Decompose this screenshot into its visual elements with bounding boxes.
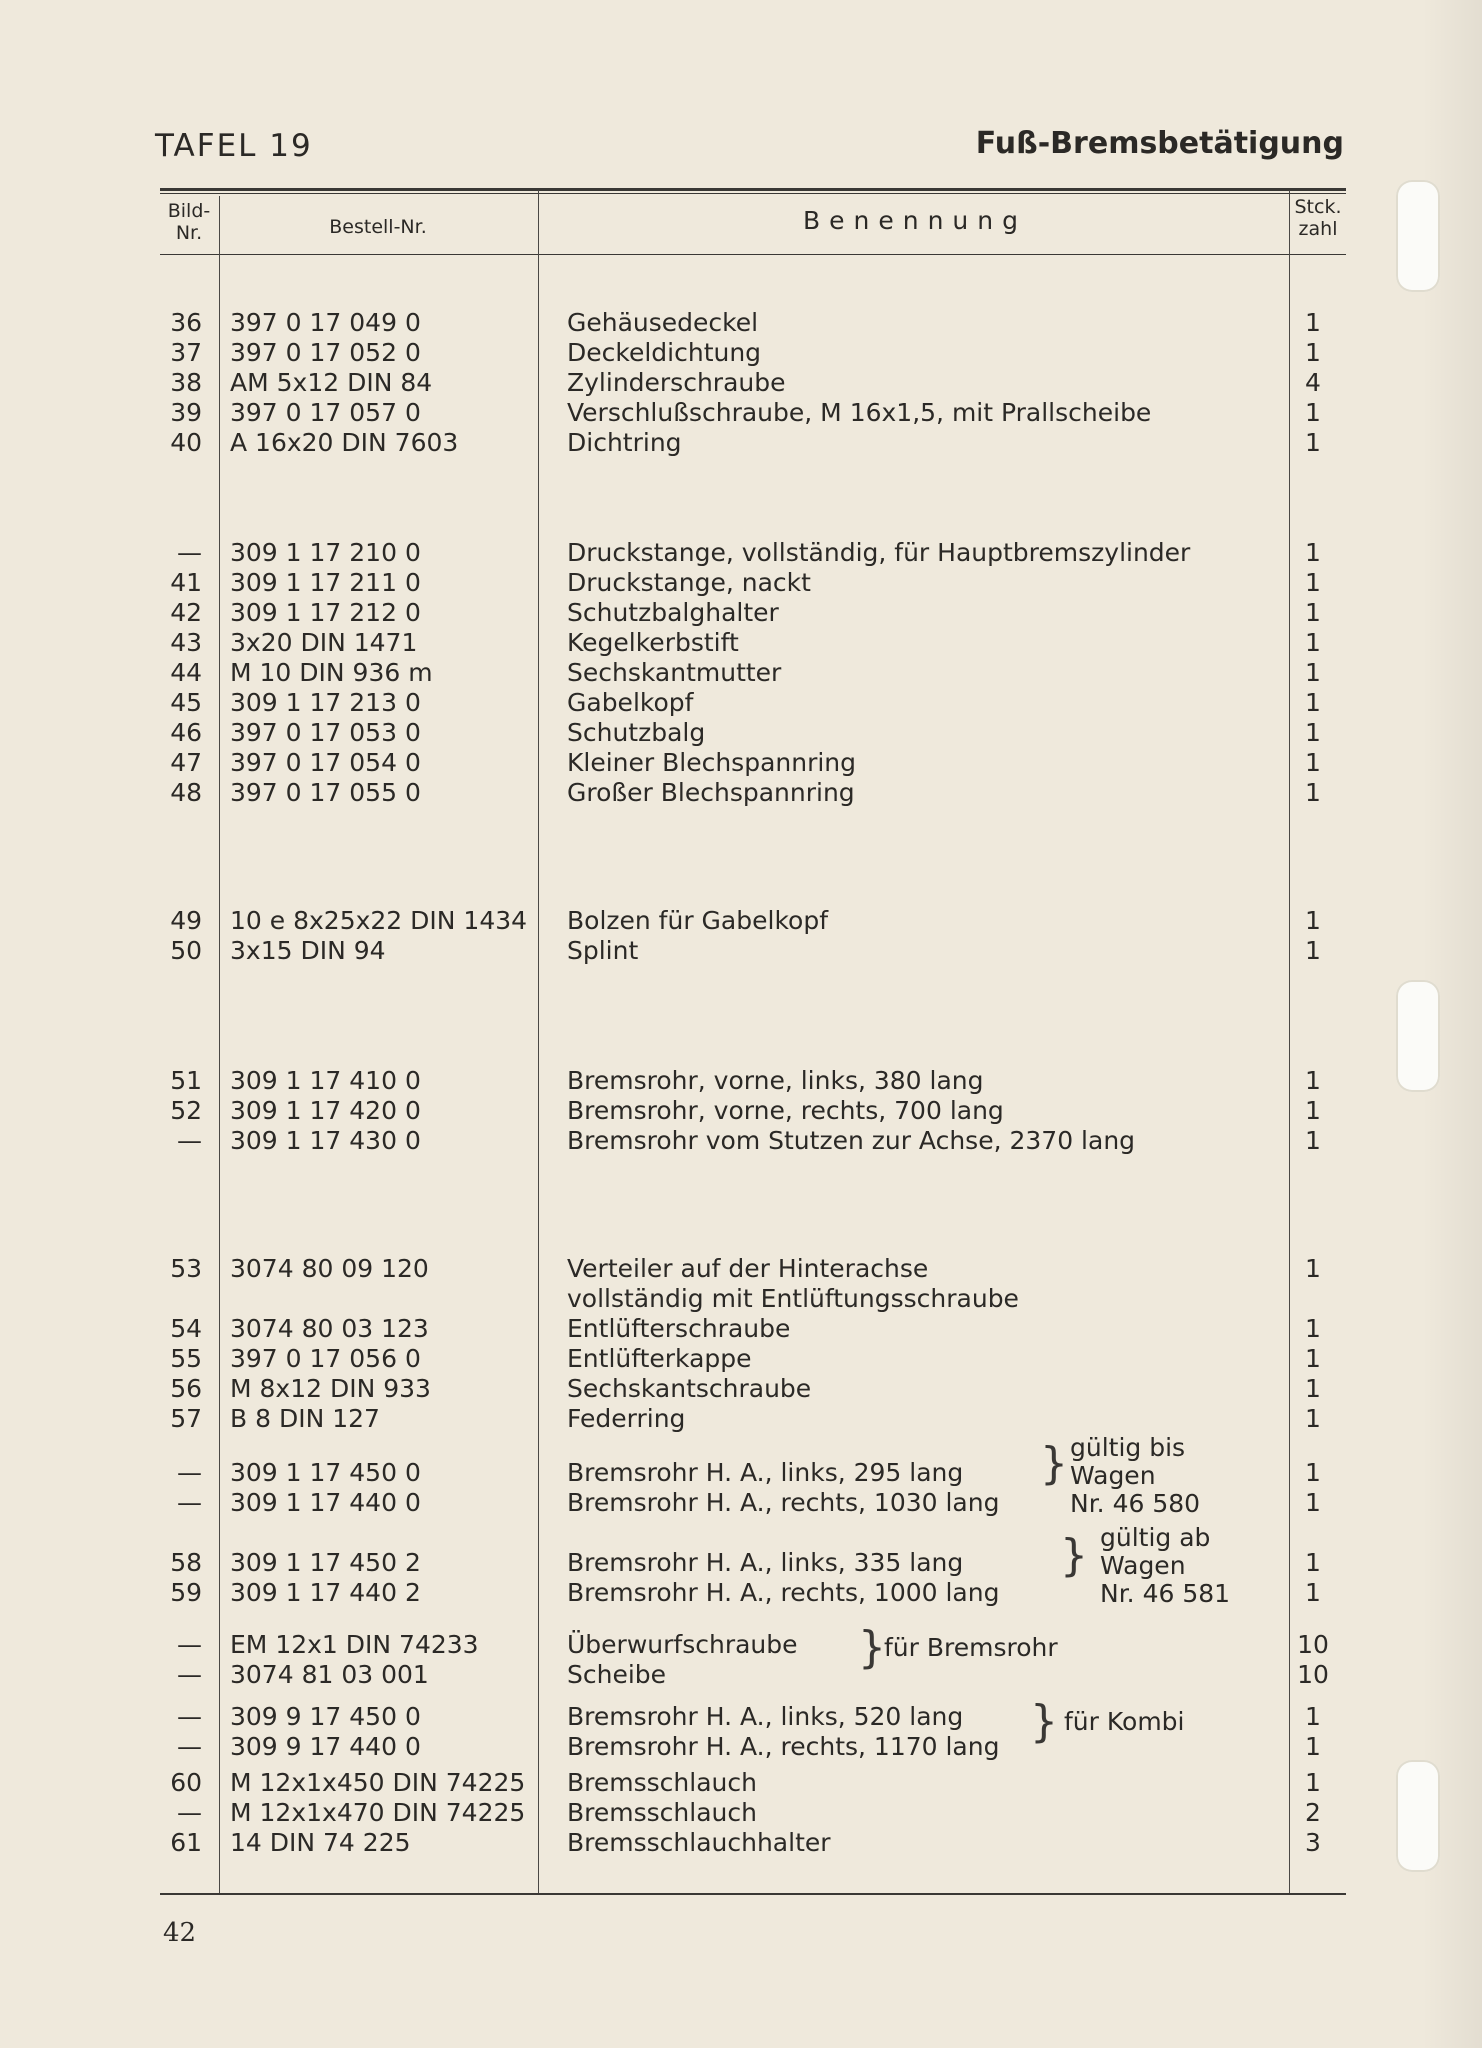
- row-bild-nr: —: [177, 538, 202, 567]
- row-stckzahl: 1: [1305, 628, 1321, 657]
- row-stckzahl: 1: [1305, 1126, 1321, 1155]
- row-benennung: Gehäusedeckel: [567, 308, 759, 337]
- row-bild-nr: 55: [170, 1344, 202, 1373]
- table-row: [0, 428, 1482, 458]
- row-bestell-nr: 309 1 17 420 0: [230, 1096, 421, 1125]
- table-row: [0, 1314, 1482, 1344]
- row-bild-nr: 46: [170, 718, 202, 747]
- row-bild-nr: —: [177, 1458, 202, 1487]
- row-bestell-nr: AM 5x12 DIN 84: [230, 368, 433, 397]
- note-fuer-kombi: für Kombi: [1064, 1707, 1185, 1736]
- row-stckzahl: 10: [1297, 1660, 1329, 1689]
- row-bestell-nr: 397 0 17 055 0: [230, 778, 421, 807]
- table-row: [0, 1374, 1482, 1404]
- row-benennung: Verschlußschraube, M 16x1,5, mit Prallscheibe: [567, 398, 1152, 427]
- row-bild-nr: 36: [170, 308, 202, 337]
- row-stckzahl: 1: [1305, 598, 1321, 627]
- row-benennung: Überwurfschraube: [567, 1630, 798, 1659]
- table-row: [0, 688, 1482, 718]
- table-row: [0, 1768, 1482, 1798]
- row-bestell-nr: 397 0 17 053 0: [230, 718, 421, 747]
- brace: }: [1030, 1696, 1058, 1747]
- row-stckzahl: 1: [1305, 1404, 1321, 1433]
- row-benennung: Gabelkopf: [567, 688, 694, 717]
- row-bestell-nr: 397 0 17 049 0: [230, 308, 421, 337]
- column-header-bestell-nr: Bestell-Nr.: [329, 216, 427, 238]
- note-line: gültig bis: [1070, 1433, 1186, 1462]
- note-line: Nr. 46 580: [1070, 1489, 1201, 1518]
- row-benennung: Dichtring: [567, 428, 682, 457]
- row-bestell-nr: 397 0 17 054 0: [230, 748, 421, 777]
- row-bild-nr: —: [177, 1126, 202, 1155]
- table-top-rule: [160, 188, 1346, 191]
- table-row: [0, 1404, 1482, 1434]
- row-benennung: Verteiler auf der Hinterachse: [567, 1254, 929, 1283]
- row-benennung: Bremsrohr H. A., links, 520 lang: [567, 1702, 964, 1731]
- column-header-benennung: Benennung: [802, 206, 1027, 235]
- row-stckzahl: 4: [1305, 368, 1321, 397]
- column-header-bild-line1: Bild-: [167, 200, 211, 222]
- row-benennung: Druckstange, nackt: [567, 568, 811, 597]
- note-fuer-bremsrohr: für Bremsrohr: [884, 1633, 1058, 1662]
- row-bestell-nr: M 12x1x470 DIN 74225: [230, 1798, 526, 1827]
- row-bild-nr: —: [177, 1630, 202, 1659]
- row-stckzahl: 10: [1297, 1630, 1329, 1659]
- punch-hole: [1396, 180, 1440, 292]
- row-bestell-nr: 397 0 17 056 0: [230, 1344, 421, 1373]
- row-stckzahl: 1: [1305, 1488, 1321, 1517]
- table-row: [0, 1578, 1482, 1608]
- row-bild-nr: 61: [170, 1828, 202, 1857]
- row-benennung: Schutzbalghalter: [567, 598, 779, 627]
- row-stckzahl: 1: [1305, 1548, 1321, 1577]
- page-title: TAFEL 19: [155, 128, 313, 164]
- row-bild-nr: 51: [170, 1066, 202, 1095]
- row-benennung: Zylinderschraube: [567, 368, 786, 397]
- row-bestell-nr: 309 1 17 430 0: [230, 1126, 421, 1155]
- table-row: [0, 1548, 1482, 1578]
- row-stckzahl: 1: [1305, 568, 1321, 597]
- table-row: [0, 598, 1482, 628]
- row-bild-nr: 48: [170, 778, 202, 807]
- row-benennung: Bremsrohr H. A., rechts, 1030 lang: [567, 1488, 1000, 1517]
- row-stckzahl: 1: [1305, 658, 1321, 687]
- row-bild-nr: —: [177, 1732, 202, 1761]
- table-row: [0, 1702, 1482, 1732]
- note-line: Nr. 46 581: [1100, 1579, 1231, 1608]
- table-row: [0, 778, 1482, 808]
- table-row: [0, 1344, 1482, 1374]
- row-stckzahl: 1: [1305, 1768, 1321, 1797]
- row-benennung: Bremsrohr, vorne, links, 380 lang: [567, 1066, 984, 1095]
- row-bild-nr: 57: [170, 1404, 202, 1433]
- table-row: [0, 718, 1482, 748]
- row-stckzahl: 1: [1305, 688, 1321, 717]
- row-stckzahl: 1: [1305, 906, 1321, 935]
- row-bild-nr: 37: [170, 338, 202, 367]
- row-bild-nr: 49: [170, 906, 202, 935]
- row-bild-nr: 43: [170, 628, 202, 657]
- row-benennung: Sechskantmutter: [567, 658, 782, 687]
- row-bestell-nr: 309 1 17 450 2: [230, 1548, 421, 1577]
- table-row: [0, 936, 1482, 966]
- table-row: [0, 1630, 1482, 1660]
- table-row: [0, 1488, 1482, 1518]
- column-header-stck-line1: Stck.: [1294, 196, 1342, 218]
- row-stckzahl: 1: [1305, 1732, 1321, 1761]
- row-benennung: Bremsrohr vom Stutzen zur Achse, 2370 lang: [567, 1126, 1136, 1155]
- row-bestell-nr: 309 1 17 450 0: [230, 1458, 421, 1487]
- row-bild-nr: 56: [170, 1374, 202, 1403]
- row-benennung: Scheibe: [567, 1660, 667, 1689]
- row-stckzahl: 1: [1305, 1066, 1321, 1095]
- row-bild-nr: 53: [170, 1254, 202, 1283]
- table-row: [0, 1798, 1482, 1828]
- row-benennung: Federring: [567, 1404, 686, 1433]
- row-benennung: Entlüfterschraube: [567, 1314, 791, 1343]
- column-header-bild-nr: [160, 200, 218, 244]
- row-bestell-nr: 3074 81 03 001: [230, 1660, 429, 1689]
- row-bild-nr: 52: [170, 1096, 202, 1125]
- row-bild-nr: 44: [170, 658, 202, 687]
- row-stckzahl: 1: [1305, 718, 1321, 747]
- row-bestell-nr: 309 9 17 440 0: [230, 1732, 421, 1761]
- table-row: [0, 1828, 1482, 1858]
- row-stckzahl: 1: [1305, 1314, 1321, 1343]
- brace: }: [1040, 1438, 1068, 1489]
- row-bestell-nr: 309 1 17 440 2: [230, 1578, 421, 1607]
- brace: }: [1060, 1530, 1088, 1581]
- row-bestell-nr: 3x15 DIN 94: [230, 936, 386, 965]
- table-row: [0, 398, 1482, 428]
- row-bild-nr: 54: [170, 1314, 202, 1343]
- row-stckzahl: 1: [1305, 338, 1321, 367]
- row-bestell-nr: 309 1 17 211 0: [230, 568, 421, 597]
- table-row: [0, 1254, 1482, 1284]
- row-bestell-nr: 14 DIN 74 225: [230, 1828, 411, 1857]
- row-bestell-nr: EM 12x1 DIN 74233: [230, 1630, 479, 1659]
- table-row: [0, 906, 1482, 936]
- table-row: [0, 538, 1482, 568]
- row-stckzahl: 1: [1305, 538, 1321, 567]
- row-bestell-nr: 10 e 8x25x22 DIN 1434: [230, 906, 528, 935]
- table-row: [0, 1458, 1482, 1488]
- row-benennung: Schutzbalg: [567, 718, 706, 747]
- row-bild-nr: —: [177, 1660, 202, 1689]
- row-stckzahl: 1: [1305, 748, 1321, 777]
- row-bild-nr: 45: [170, 688, 202, 717]
- row-stckzahl: 1: [1305, 1458, 1321, 1487]
- column-header-stckzahl: [1290, 196, 1346, 240]
- row-bild-nr: 39: [170, 398, 202, 427]
- column-header-stck-line2: zahl: [1298, 218, 1338, 240]
- row-benennung: Splint: [567, 936, 639, 965]
- row-bild-nr: 41: [170, 568, 202, 597]
- row-bestell-nr: 397 0 17 052 0: [230, 338, 421, 367]
- row-bestell-nr: 309 1 17 410 0: [230, 1066, 421, 1095]
- table-row: [0, 1126, 1482, 1156]
- row-bild-nr: —: [177, 1488, 202, 1517]
- row-bild-nr: 40: [170, 428, 202, 457]
- row-benennung: Bremsschlauch: [567, 1798, 757, 1827]
- row-bestell-nr: 309 1 17 212 0: [230, 598, 421, 627]
- table-row: [0, 658, 1482, 688]
- row-bestell-nr: 309 1 17 440 0: [230, 1488, 421, 1517]
- row-bestell-nr: B 8 DIN 127: [230, 1404, 380, 1433]
- row-benennung: vollständig mit Entlüftungsschraube: [567, 1284, 1019, 1313]
- row-benennung: Kegelkerbstift: [567, 628, 739, 657]
- row-bestell-nr: 3074 80 03 123: [230, 1314, 429, 1343]
- note-line: Wagen: [1100, 1551, 1186, 1580]
- row-bestell-nr: M 8x12 DIN 933: [230, 1374, 431, 1403]
- row-stckzahl: 1: [1305, 778, 1321, 807]
- row-stckzahl: 1: [1305, 398, 1321, 427]
- row-bestell-nr: 309 9 17 450 0: [230, 1702, 421, 1731]
- row-bild-nr: 60: [170, 1768, 202, 1797]
- row-benennung: Bremsschlauch: [567, 1768, 757, 1797]
- row-bild-nr: 38: [170, 368, 202, 397]
- table-row: [0, 568, 1482, 598]
- row-stckzahl: 1: [1305, 428, 1321, 457]
- row-benennung: Großer Blechspannring: [567, 778, 855, 807]
- table-row: [0, 1096, 1482, 1126]
- row-stckzahl: 1: [1305, 936, 1321, 965]
- row-benennung: Bremsrohr H. A., rechts, 1170 lang: [567, 1732, 1000, 1761]
- note-gueltig-bis: [1070, 1434, 1200, 1518]
- row-bestell-nr: M 12x1x450 DIN 74225: [230, 1768, 526, 1797]
- row-stckzahl: 1: [1305, 1344, 1321, 1373]
- column-header-bild-line2: Nr.: [175, 222, 203, 244]
- row-bild-nr: —: [177, 1798, 202, 1827]
- note-gueltig-ab: [1100, 1524, 1230, 1608]
- row-benennung: Druckstange, vollständig, für Hauptbremszylinder: [567, 538, 1191, 567]
- row-stckzahl: 2: [1305, 1798, 1321, 1827]
- row-bild-nr: 50: [170, 936, 202, 965]
- page-number: 42: [163, 1918, 197, 1948]
- row-bild-nr: 47: [170, 748, 202, 777]
- row-benennung: Bremsrohr, vorne, rechts, 700 lang: [567, 1096, 1004, 1125]
- row-stckzahl: 1: [1305, 1578, 1321, 1607]
- row-benennung: Bolzen für Gabelkopf: [567, 906, 828, 935]
- row-bestell-nr: 3x20 DIN 1471: [230, 628, 418, 657]
- table-top-rule-thin: [160, 193, 1346, 194]
- table-row: [0, 748, 1482, 778]
- row-benennung: Sechskantschraube: [567, 1374, 812, 1403]
- row-bestell-nr: 397 0 17 057 0: [230, 398, 421, 427]
- brace: }: [858, 1622, 886, 1673]
- row-benennung: Deckeldichtung: [567, 338, 762, 367]
- row-bestell-nr: 3074 80 09 120: [230, 1254, 429, 1283]
- note-line: gültig ab: [1100, 1523, 1211, 1552]
- table-row: [0, 1660, 1482, 1690]
- row-bestell-nr: M 10 DIN 936 m: [230, 658, 433, 687]
- table-row: [0, 1732, 1482, 1762]
- table-row: [0, 338, 1482, 368]
- row-bestell-nr: A 16x20 DIN 7603: [230, 428, 459, 457]
- table-row: [0, 308, 1482, 338]
- row-benennung: Bremsrohr H. A., links, 295 lang: [567, 1458, 964, 1487]
- row-benennung: Entlüfterkappe: [567, 1344, 752, 1373]
- row-benennung: Bremsrohr H. A., rechts, 1000 lang: [567, 1578, 1000, 1607]
- table-bottom-rule: [160, 1893, 1346, 1895]
- row-bild-nr: 42: [170, 598, 202, 627]
- row-stckzahl: 1: [1305, 1096, 1321, 1125]
- table-row: [0, 1284, 1482, 1314]
- row-stckzahl: 1: [1305, 1702, 1321, 1731]
- header-underline: [160, 254, 1346, 255]
- row-bild-nr: 59: [170, 1578, 202, 1607]
- row-stckzahl: 1: [1305, 1374, 1321, 1403]
- row-bild-nr: 58: [170, 1548, 202, 1577]
- row-benennung: Bremsschlauchhalter: [567, 1828, 831, 1857]
- table-row: [0, 1066, 1482, 1096]
- row-stckzahl: 3: [1305, 1828, 1321, 1857]
- row-bestell-nr: 309 1 17 213 0: [230, 688, 421, 717]
- table-row: [0, 368, 1482, 398]
- page-subtitle: Fuß-Bremsbetätigung: [975, 126, 1344, 161]
- row-benennung: Kleiner Blechspannring: [567, 748, 857, 777]
- note-line: Wagen: [1070, 1461, 1156, 1490]
- row-stckzahl: 1: [1305, 1254, 1321, 1283]
- row-bild-nr: —: [177, 1702, 202, 1731]
- row-benennung: Bremsrohr H. A., links, 335 lang: [567, 1548, 964, 1577]
- row-stckzahl: 1: [1305, 308, 1321, 337]
- row-bestell-nr: 309 1 17 210 0: [230, 538, 421, 567]
- table-row: [0, 628, 1482, 658]
